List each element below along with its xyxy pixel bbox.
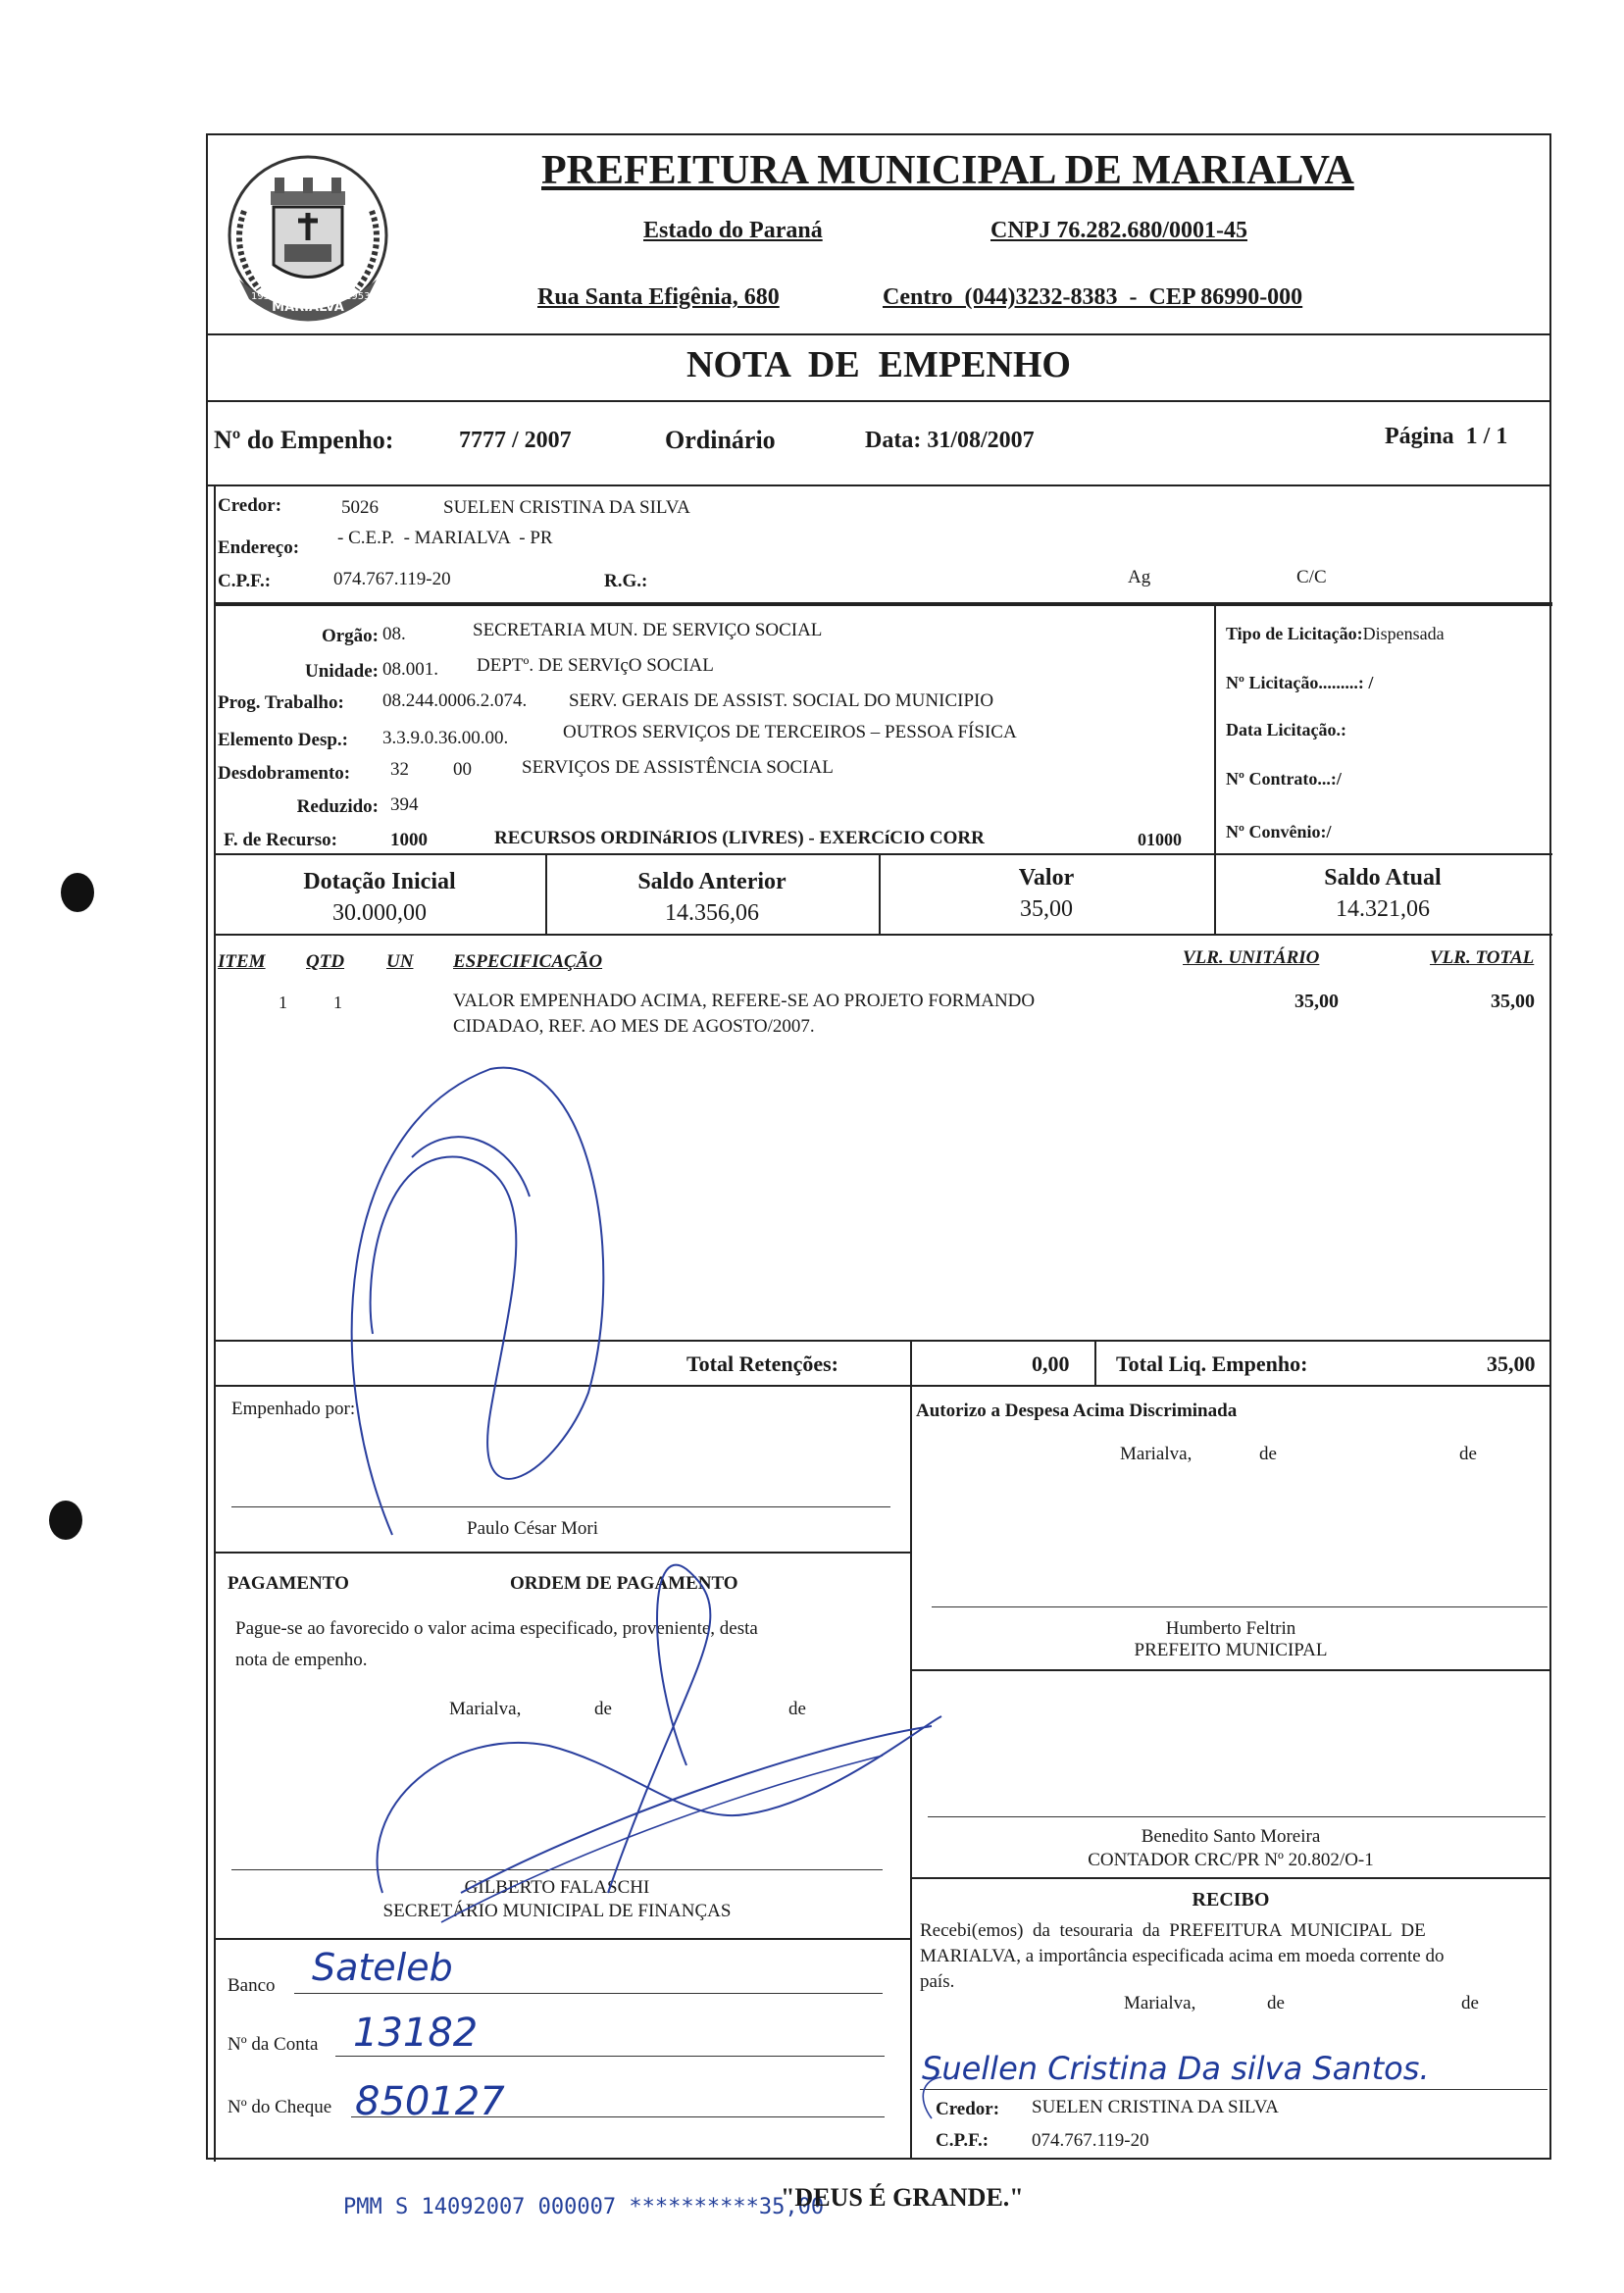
crest-year-left: 1951 xyxy=(251,291,277,302)
items-header-item: ITEM xyxy=(218,951,266,972)
elemento-label: Elemento Desp.: xyxy=(218,730,348,750)
ag-label: Ag xyxy=(1128,567,1151,587)
pagamento-text-line2: nota de empenho. xyxy=(235,1650,368,1670)
reduzido-label: Reduzido: xyxy=(296,796,379,817)
elemento-desc: OUTROS SERVIÇOS DE TERCEIROS – PESSOA FÍSICA xyxy=(563,722,1017,742)
prefeito-name: Humberto Feltrin xyxy=(1165,1618,1296,1639)
header-contact: Centro (044)3232-8383 - CEP 86990-000 xyxy=(883,284,1303,310)
item-total-value: 35,00 xyxy=(1491,991,1535,1012)
recibo-text-line3: país. xyxy=(920,1971,955,1992)
recurso-code: 1000 xyxy=(390,830,428,850)
endereco-value: - C.E.P. - MARIALVA - PR xyxy=(337,528,553,548)
item-number: 1 xyxy=(279,993,287,1012)
secretario-role: SECRETÁRIO MUNICIPAL DE FINANÇAS xyxy=(382,1901,732,1921)
reduzido-value: 394 xyxy=(390,794,419,815)
items-header-unit: VLR. UNITÁRIO xyxy=(1183,947,1320,968)
header-cnpj: CNPJ 76.282.680/0001-45 xyxy=(990,218,1247,243)
credor-label: Credor: xyxy=(218,495,282,516)
desdobramento-code2: 00 xyxy=(453,759,472,780)
item-spec-line2: CIDADAO, REF. AO MES DE AGOSTO/2007. xyxy=(453,1016,815,1037)
prefeito-role: PREFEITO MUNICIPAL xyxy=(1134,1640,1328,1660)
unidade-code: 08.001. xyxy=(382,659,438,680)
recibo-cpf-value: 074.767.119-20 xyxy=(1032,2130,1149,2151)
empenhado-label: Empenhado por: xyxy=(231,1399,356,1419)
cpf-label: C.P.F.: xyxy=(218,571,272,591)
cheque-label: Nº do Cheque xyxy=(228,2097,332,2117)
recibo-title: RECIBO xyxy=(1192,1889,1270,1911)
orgao-code: 08. xyxy=(382,624,406,644)
banco-label: Banco xyxy=(228,1975,276,1996)
recibo-de1: de xyxy=(1267,1993,1285,2013)
footer-motto: "DEUS É GRANDE." xyxy=(781,2183,1024,2212)
licitacao-tipo-value: Dispensada xyxy=(1362,624,1445,643)
elemento-code: 3.3.9.0.36.00.00. xyxy=(382,728,509,748)
items-header-total: VLR. TOTAL xyxy=(1430,947,1535,968)
item-qtd: 1 xyxy=(333,993,342,1012)
cpf-value: 074.767.119-20 xyxy=(333,569,451,589)
autorizo-label: Autorizo a Despesa Acima Discriminada xyxy=(916,1401,1238,1421)
prog-label: Prog. Trabalho: xyxy=(218,692,344,713)
credor-signature: Suellen Cristina Da silva Santos. xyxy=(922,2050,1430,2087)
recibo-cpf-label: C.P.F.: xyxy=(936,2130,990,2151)
prog-code: 08.244.0006.2.074. xyxy=(382,690,528,711)
saldo-atual-value: 14.321,06 xyxy=(1336,896,1430,922)
orgao-desc: SECRETARIA MUN. DE SERVIÇO SOCIAL xyxy=(473,620,823,640)
recurso-code2: 01000 xyxy=(1138,830,1182,849)
saldo-atual-label: Saldo Atual xyxy=(1324,865,1442,891)
payment-stamp: PMM S 14092007 000007 **********35,00 xyxy=(343,2195,825,2219)
unidade-desc: DEPTº. DE SERVIçO SOCIAL xyxy=(477,655,714,676)
items-header-qtd: QTD xyxy=(306,951,345,972)
credor-name: SUELEN CRISTINA DA SILVA xyxy=(443,497,690,518)
credor-code: 5026 xyxy=(341,497,379,518)
liquido-value: 35,00 xyxy=(1487,1351,1536,1376)
orgao-label: Orgão: xyxy=(321,626,379,646)
header-title: PREFEITURA MUNICIPAL DE MARIALVA xyxy=(541,148,1354,193)
recibo-de2: de xyxy=(1461,1993,1479,2013)
banco-handwritten: Sateleb xyxy=(312,1946,453,1989)
dotacao-value: 30.000,00 xyxy=(332,900,427,926)
contador-name: Benedito Santo Moreira xyxy=(1141,1826,1321,1847)
rg-label: R.G.: xyxy=(604,571,648,591)
header-address: Rua Santa Efigênia, 680 xyxy=(537,284,780,310)
autorizo-de1: de xyxy=(1259,1444,1277,1464)
autorizo-de2: de xyxy=(1459,1444,1477,1464)
header-state: Estado do Paraná xyxy=(643,218,823,243)
pagamento-label: PAGAMENTO xyxy=(228,1573,349,1594)
items-header-spec: ESPECIFICAÇÃO xyxy=(453,951,603,972)
contrato-number: Nº Contrato...:/ xyxy=(1226,769,1342,789)
recurso-label: F. de Recurso: xyxy=(224,830,337,850)
valor-label: Valor xyxy=(1018,865,1075,891)
secretario-name: GILBERTO FALASCHI xyxy=(464,1877,650,1898)
item-spec-line1: VALOR EMPENHADO ACIMA, REFERE-SE AO PROJETO FORMANDO xyxy=(453,991,1036,1011)
page-number: Página 1 / 1 xyxy=(1385,424,1508,449)
desdobramento-code: 32 xyxy=(390,759,409,780)
contador-role: CONTADOR CRC/PR Nº 20.802/O-1 xyxy=(1088,1850,1374,1870)
recibo-credor-name: SUELEN CRISTINA DA SILVA xyxy=(1032,2097,1279,2117)
conta-handwritten: 13182 xyxy=(353,2011,479,2056)
desdobramento-label: Desdobramento: xyxy=(218,763,351,784)
crest-banner-text: MARIALVA xyxy=(272,300,344,315)
cc-label: C/C xyxy=(1296,567,1327,587)
retencoes-label: Total Retenções: xyxy=(686,1351,838,1376)
pagamento-city: Marialva, xyxy=(449,1699,522,1719)
item-unit-value: 35,00 xyxy=(1294,991,1339,1012)
pagamento-de1: de xyxy=(594,1699,612,1719)
liquido-label: Total Liq. Empenho: xyxy=(1116,1351,1308,1376)
conta-label: Nº da Conta xyxy=(228,2034,319,2055)
saldo-anterior-label: Saldo Anterior xyxy=(637,869,787,894)
ordem-pagamento-label: ORDEM DE PAGAMENTO xyxy=(510,1573,738,1594)
unidade-label: Unidade: xyxy=(305,661,379,682)
crest-year-right: 1953 xyxy=(345,291,371,302)
retencoes-value: 0,00 xyxy=(1032,1351,1070,1376)
licitacao-data: Data Licitação.: xyxy=(1226,720,1346,739)
cheque-handwritten: 850127 xyxy=(355,2079,505,2124)
saldo-anterior-value: 14.356,06 xyxy=(665,900,759,926)
pagamento-text-line1: Pague-se ao favorecido o valor acima especificado, proveniente, desta xyxy=(235,1618,758,1639)
endereco-label: Endereço: xyxy=(218,537,300,558)
empenho-number: 7777 / 2007 xyxy=(459,428,572,453)
convenio-number: Nº Convênio:/ xyxy=(1226,822,1332,841)
autorizo-city: Marialva, xyxy=(1120,1444,1193,1464)
licitacao-tipo-label-text: Tipo de Licitação: xyxy=(1226,624,1363,643)
recibo-text-line1: Recebi(emos) da tesouraria da PREFEITURA MUNICIPAL DE xyxy=(920,1920,1426,1941)
valor-value: 35,00 xyxy=(1020,896,1073,922)
empenho-date: Data: 31/08/2007 xyxy=(865,428,1035,453)
recibo-credor-label: Credor: xyxy=(936,2099,1000,2119)
licitacao-numero: Nº Licitação.........: / xyxy=(1226,673,1374,692)
items-header-un: UN xyxy=(386,951,414,972)
recurso-desc: RECURSOS ORDINáRIOS (LIVRES) - EXERCíCIO CORR xyxy=(494,828,985,848)
empenho-type: Ordinário xyxy=(665,426,776,454)
empenhado-name: Paulo César Mori xyxy=(467,1518,599,1539)
recibo-city: Marialva, xyxy=(1124,1993,1196,2013)
doc-title: NOTA DE EMPENHO xyxy=(686,344,1071,385)
prog-desc: SERV. GERAIS DE ASSIST. SOCIAL DO MUNICIPIO xyxy=(569,690,994,711)
dotacao-label: Dotação Inicial xyxy=(303,869,456,894)
recibo-text-line2: MARIALVA, a importância especificada acima em moeda corrente do xyxy=(920,1946,1445,1966)
desdobramento-desc: SERVIÇOS DE ASSISTÊNCIA SOCIAL xyxy=(522,757,834,778)
pagamento-de2: de xyxy=(788,1699,806,1719)
empenho-label: Nº do Empenho: xyxy=(214,426,394,454)
